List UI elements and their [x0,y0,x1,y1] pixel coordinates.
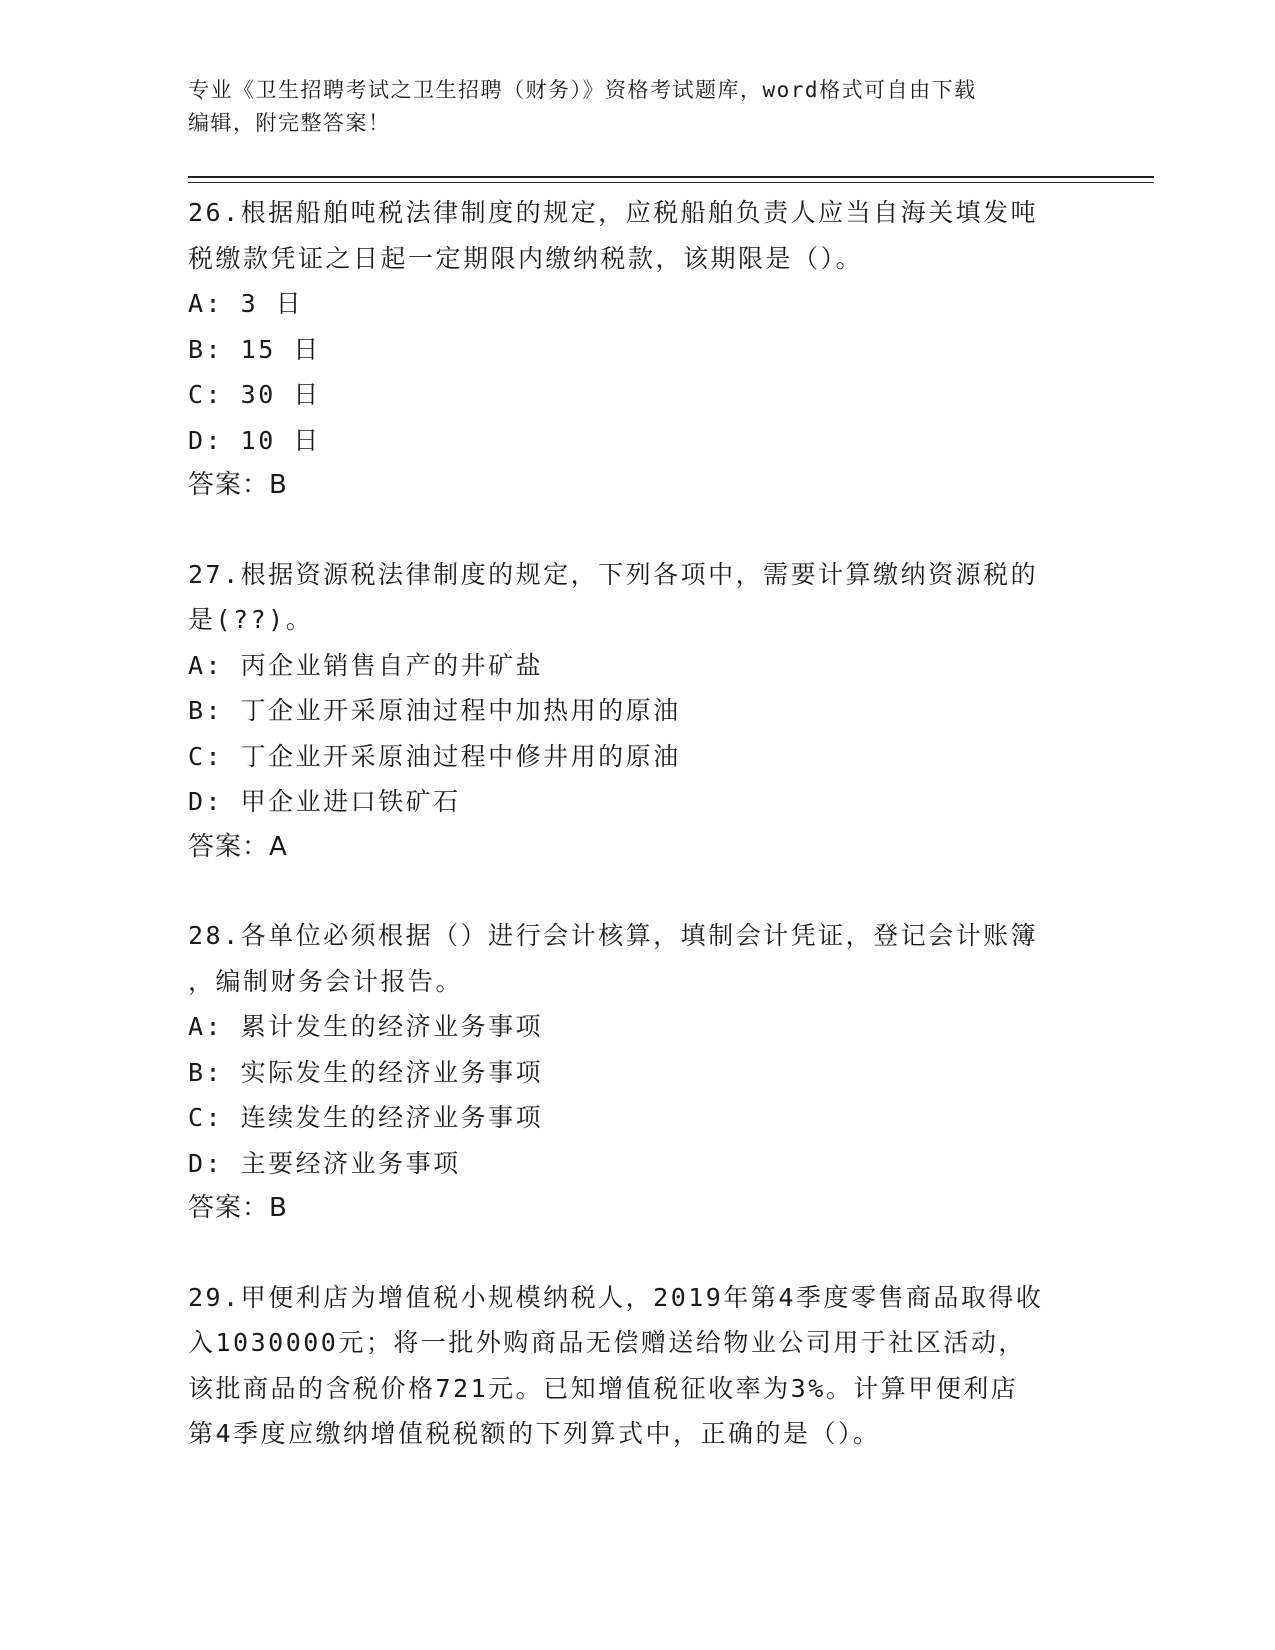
option-a: A: 累计发生的经济业务事项 [188,1012,544,1041]
question-28 [188,913,1088,1232]
option-d: D: 主要经济业务事项 [188,1148,461,1178]
stem-line: 是(??)。 [188,605,314,634]
option-d: D: 甲企业进口铁矿石 [188,787,461,816]
stem-line: 入1030000元；将一批外购商品无偿赠送给物业公司用于社区活动， [188,1328,1026,1357]
stem-line: 28.各单位必须根据（）进行会计核算，填制会计凭证，登记会计账簿 [188,921,1039,950]
option-c: C: 丁企业开采原油过程中修井用的原油 [188,741,681,771]
option-b: B: 实际发生的经济业务事项 [188,1057,544,1087]
header-line-2: 编辑，附完整答案！ [188,111,391,135]
question-29 [188,1275,1088,1457]
stem-line: 第4季度应缴纳增值税税额的下列算式中，正确的是（）。 [188,1419,881,1448]
question-stem [188,552,1088,643]
stem-line: 26.根据船舶吨税法律制度的规定，应税船舶负责人应当自海关填发吨 [188,198,1039,227]
option-b: B: 15 日 [188,334,321,364]
stem-line: ，编制财务会计报告。 [188,966,464,996]
question-list [188,190,1088,1500]
option-c: C: 30 日 [188,380,321,409]
answer: 答案：B [188,470,288,500]
stem-line: 27.根据资源税法律制度的规定，下列各项中，需要计算缴纳资源税的 [188,559,1039,589]
option-a: A: 丙企业销售自产的井矿盐 [188,650,544,680]
answer: 答案：B [188,1193,288,1223]
header-divider-thick [188,176,1154,178]
option-d: D: 10 日 [188,425,321,455]
question-stem [188,913,1088,1004]
question-stem [188,190,1088,281]
document-header [188,74,1068,140]
question-26 [188,190,1088,509]
header-line-1: 专业《卫生招聘考试之卫生招聘（财务）》资格考试题库，word格式可自由下载 [188,78,977,102]
option-a: A: 3 日 [188,289,304,318]
stem-line: 该批商品的含税价格721元。已知增值税征收率为3%。计算甲便利店 [188,1373,1019,1403]
question-stem [188,1275,1088,1457]
option-c: C: 连续发生的经济业务事项 [188,1103,544,1132]
question-27 [188,552,1088,871]
stem-line: 29.甲便利店为增值税小规模纳税人，2019年第4季度零售商品取得收 [188,1282,1044,1312]
answer: 答案：A [188,831,288,862]
option-b: B: 丁企业开采原油过程中加热用的原油 [188,696,681,725]
header-divider-thin [188,182,1154,183]
stem-line: 税缴款凭证之日起一定期限内缴纳税款，该期限是（）。 [188,243,864,273]
